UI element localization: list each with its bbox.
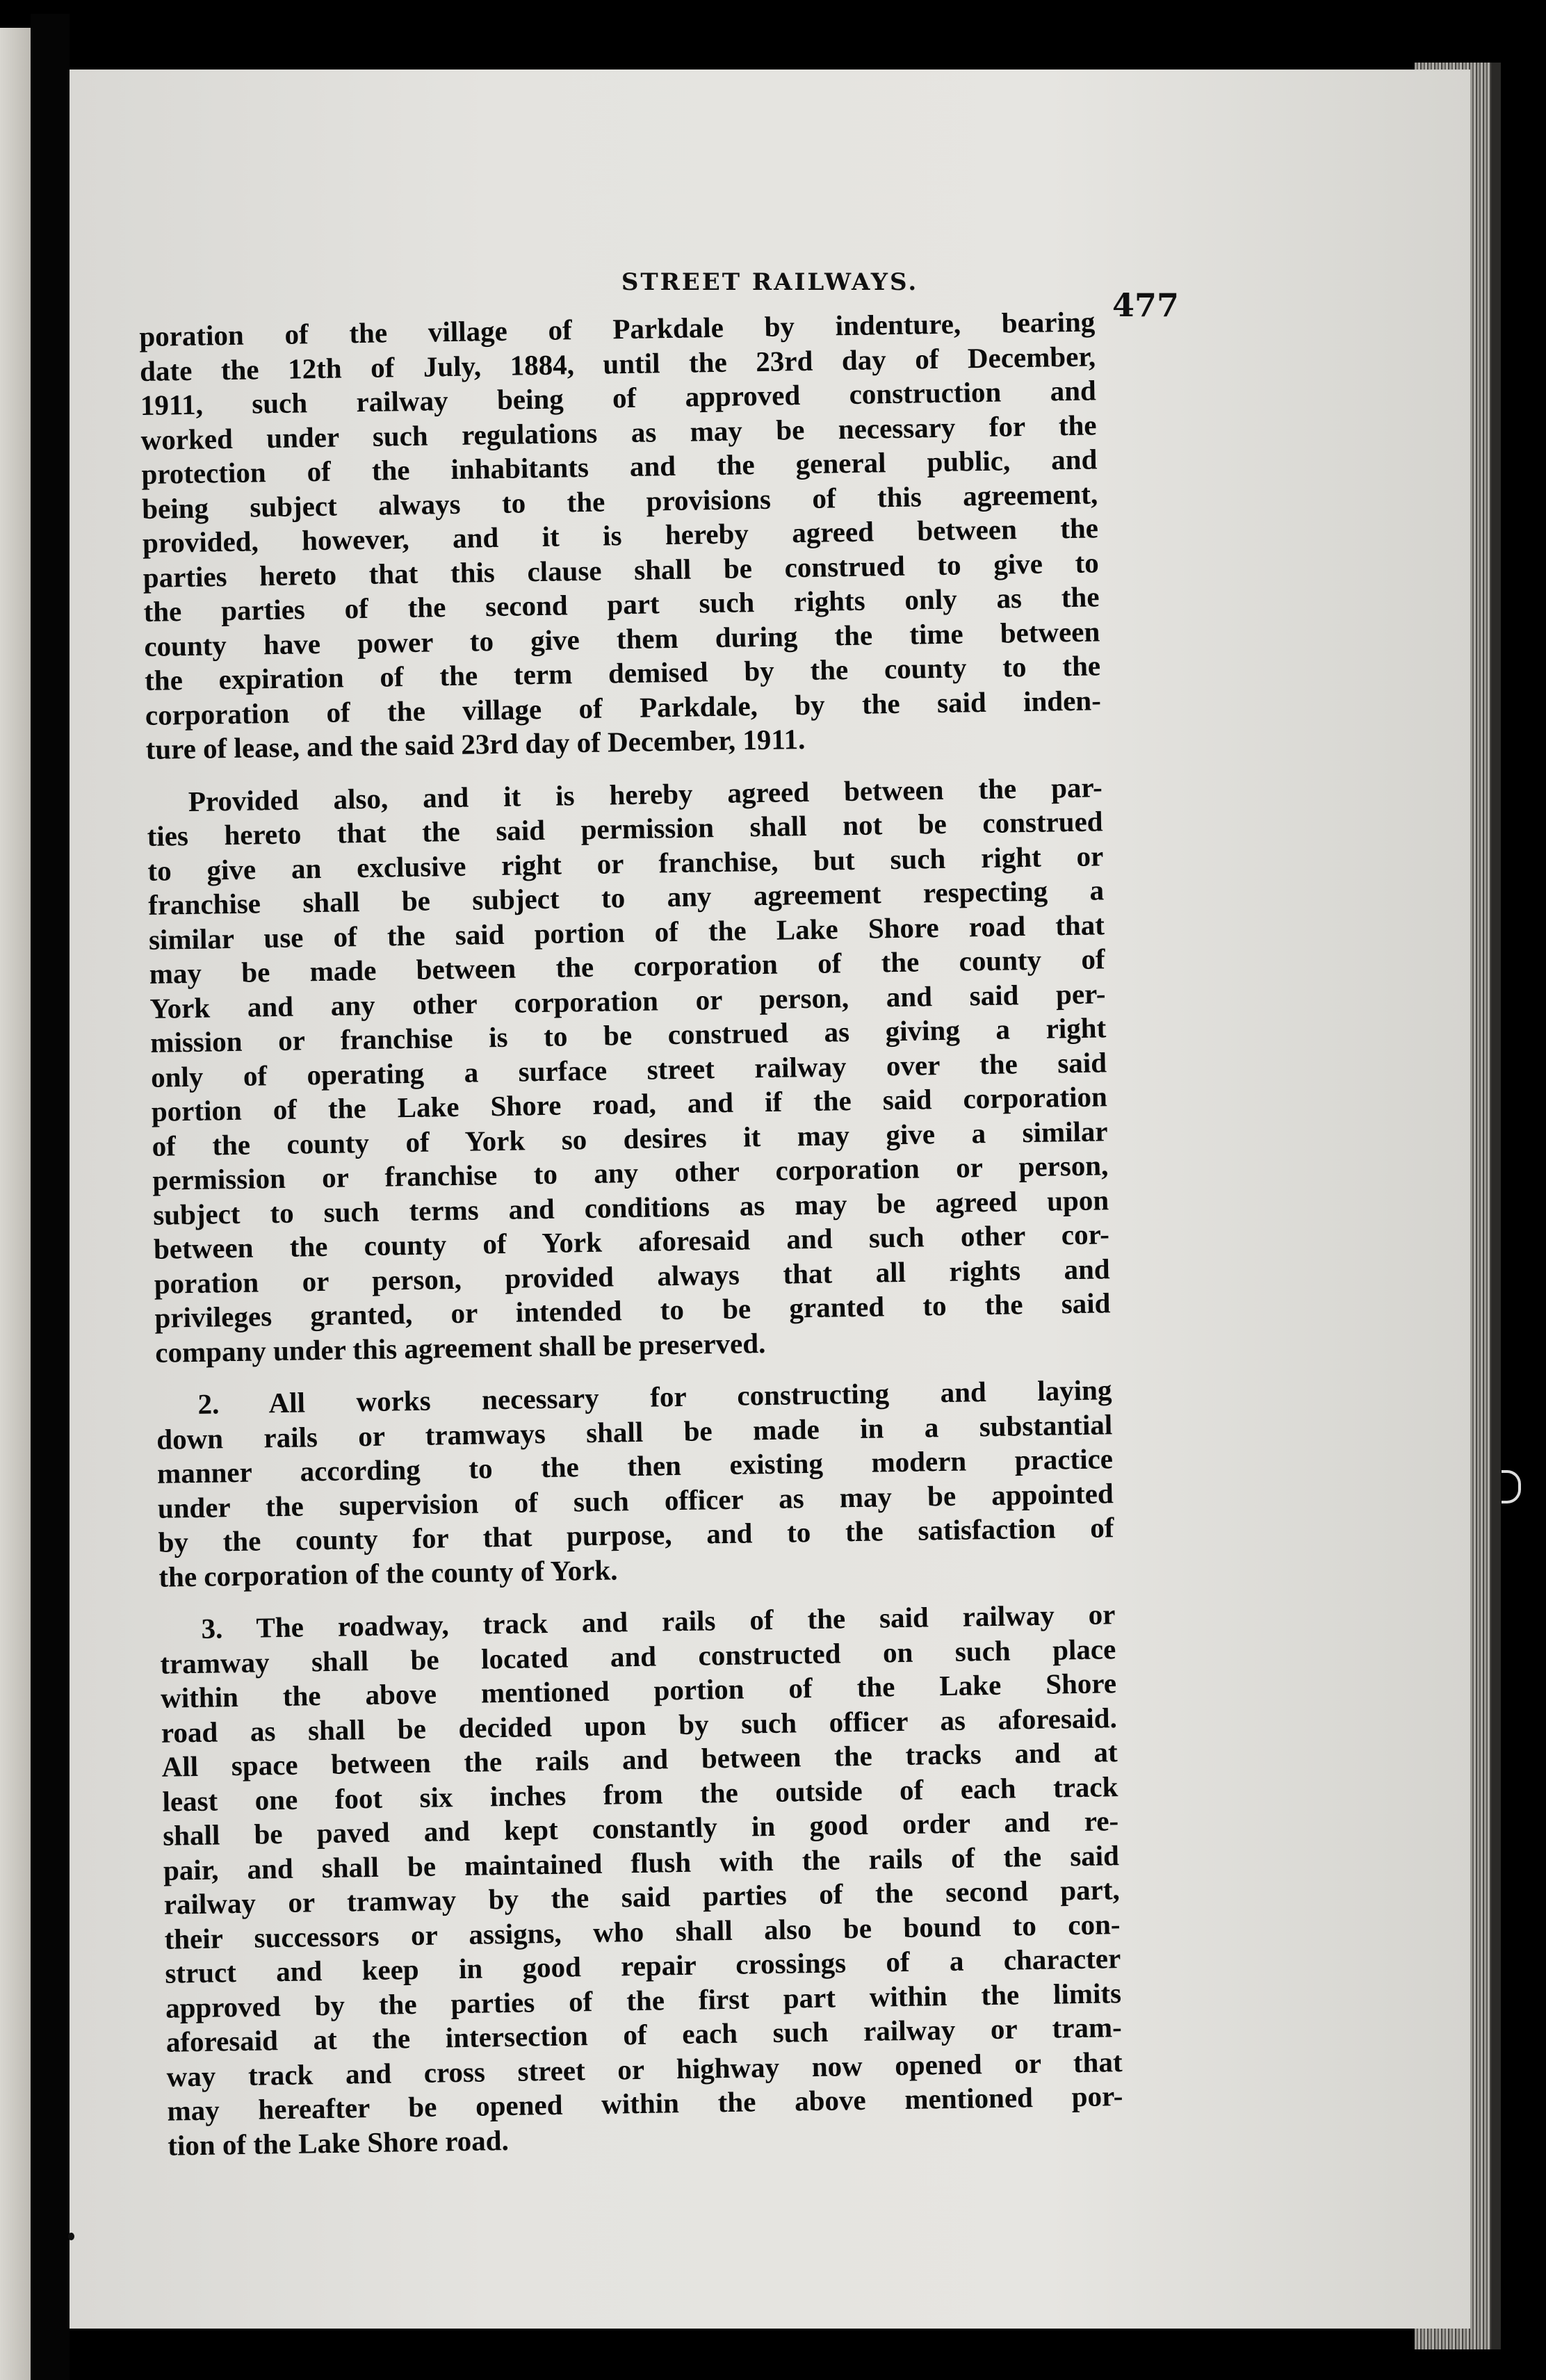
text-line: the expiration of the term demised by the county to the xyxy=(144,649,1101,696)
text-line: ties hereto that the said permission shall not be construed xyxy=(147,805,1103,852)
text-line: by the county for that purpose, and to the satisfaction of xyxy=(158,1511,1114,1558)
paragraph xyxy=(156,1373,1114,1595)
text-line: to give an exclusive right or franchise, but such right or xyxy=(147,839,1104,887)
text-line: corporation of the village of Parkdale, by the said inden- xyxy=(145,683,1102,731)
text-line: mission or franchise is to be construed as giving a right xyxy=(149,1011,1107,1059)
gutter-shadow xyxy=(31,14,70,2380)
text-line: date the 12th of July, 1884, until the 23rd day of December, xyxy=(139,339,1096,387)
text-line: least one foot six inches from the outside of each track xyxy=(162,1770,1118,1818)
text-line: Provided also, and it is hereby agreed between the par- xyxy=(188,770,1103,817)
text-line: aforesaid at the intersection of each such railway or tram- xyxy=(165,2011,1123,2058)
body-text xyxy=(139,304,1123,2162)
text-line: tramway shall be located and constructed on such place xyxy=(160,1632,1116,1680)
text-line: franchise shall be subject to any agreement respecting a xyxy=(147,874,1105,921)
page-number: 477 xyxy=(1112,286,1180,324)
text-line: 1911, such railway being of approved construction and xyxy=(140,374,1097,421)
text-line: provided, however, and it is hereby agreed between the xyxy=(142,512,1099,559)
text-line: protection of the inhabitants and the general public, and xyxy=(141,443,1098,490)
text-line: subject to such terms and conditions as may be agreed upon xyxy=(152,1183,1109,1231)
text-line: similar use of the said portion of the Lake Shore road that xyxy=(148,908,1105,956)
text-line: struct and keep in good repair crossings of a character xyxy=(165,1942,1121,1989)
text-line: of the county of York so desires it may give a similar xyxy=(152,1114,1108,1162)
paragraph xyxy=(159,1597,1123,2162)
text-line: being subject always to the provisions of this agreement, xyxy=(141,477,1098,525)
text-line: approved by the parties of the first part within the limits xyxy=(165,1976,1122,2024)
text-line: York and any other corporation or person, and said per- xyxy=(149,977,1106,1025)
text-line: pair, and shall be maintained flush with the rails of the said xyxy=(163,1839,1120,1886)
text-line: portion of the Lake Shore road, and if the said corporation xyxy=(151,1080,1108,1127)
text-line: only of operating a surface street railway over the said xyxy=(150,1045,1107,1093)
text-line: shall be paved and kept constantly in good order and re- xyxy=(162,1804,1119,1852)
text-line: manner according to the then existing modern practice xyxy=(156,1442,1114,1490)
margin-mark xyxy=(1502,1470,1521,1503)
text-line: tion of the Lake Shore road. xyxy=(167,2124,510,2162)
book-edge xyxy=(1491,63,1501,2349)
text-line: the corporation of the county of York. xyxy=(158,1553,618,1593)
text-line: parties hereto that this clause shall be construed to give to xyxy=(143,546,1100,594)
text-line: within the above mentioned portion of the Lake Shore xyxy=(160,1667,1117,1714)
text-line: under the supervision of such officer as may be appointed xyxy=(157,1476,1114,1524)
running-head: STREET RAILWAYS. xyxy=(621,268,919,296)
text-line: permission or franchise to any other corporation or person, xyxy=(152,1149,1109,1196)
paragraph xyxy=(139,304,1102,767)
text-line: railway or tramway by the said parties of the second part, xyxy=(163,1873,1121,1921)
facing-page-edge xyxy=(0,28,31,2380)
text-line: worked under such regulations as may be necessary for the xyxy=(140,408,1097,456)
text-line: All space between the rails and between the tracks and at xyxy=(161,1736,1118,1783)
text-line: privileges granted, or intended to be granted to the said xyxy=(154,1287,1111,1334)
scan-speck xyxy=(68,2233,74,2240)
text-line: county have power to give them during the time between xyxy=(144,614,1100,662)
text-line: the parties of the second part such rights only as the xyxy=(143,580,1100,628)
text-line: ture of lease, and the said 23rd day of December, 1911. xyxy=(145,723,806,765)
text-line: road as shall be decided upon by such officer as aforesaid. xyxy=(161,1701,1118,1749)
text-line: may hereafter be opened within the above mentioned por- xyxy=(167,2080,1123,2127)
text-line: poration or person, provided always that all rights and xyxy=(154,1252,1110,1300)
text-line: may be made between the corporation of the county of xyxy=(149,943,1105,990)
book-page xyxy=(70,70,1470,2329)
text-line: company under this agreement shall be preserved. xyxy=(154,1326,766,1369)
text-line: poration of the village of Parkdale by indenture, bearing xyxy=(139,305,1096,352)
paragraph xyxy=(147,770,1112,1370)
text-line: 2. All works necessary for constructing and laying xyxy=(197,1374,1112,1420)
text-line: way track and cross street or highway now opened or that xyxy=(166,2045,1123,2093)
text-line: 3. The roadway, track and rails of the said railway or xyxy=(201,1598,1116,1645)
text-line: down rails or tramways shall be made in a substantial xyxy=(156,1408,1113,1456)
text-line: between the county of York aforesaid and such other cor- xyxy=(153,1218,1110,1265)
text-line: their successors or assigns, who shall also be bound to con- xyxy=(164,1907,1121,1955)
